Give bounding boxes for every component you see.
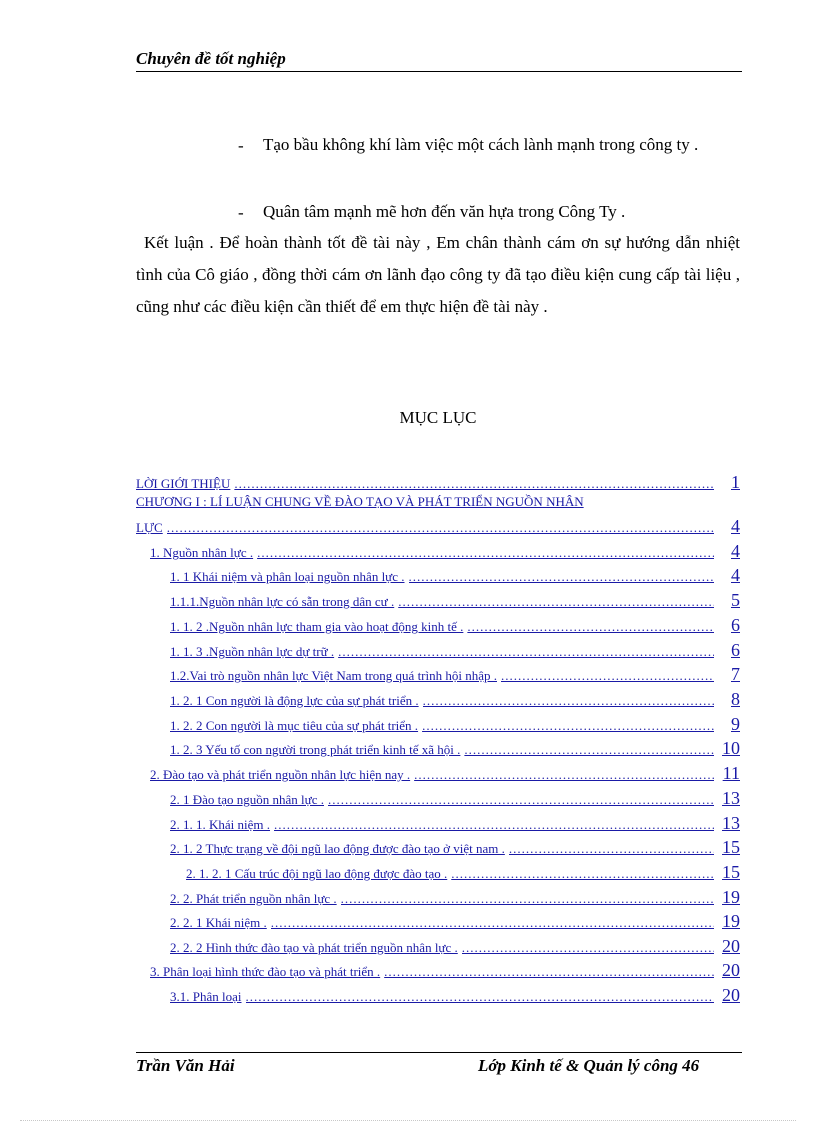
- toc-entry-label: 1. 2. 3 Yếu tố con người trong phát triển kinh tế xã hội .: [170, 742, 461, 757]
- toc-entry-page: 20: [722, 960, 740, 980]
- toc-entry-page: 1: [731, 472, 740, 492]
- toc-entry-label: 2. 1. 2. 1 Cấu trúc đội ngũ lao động được đào tạo .: [186, 866, 448, 881]
- toc-leader: [501, 668, 714, 684]
- toc-entry-label: 2. 2. Phát triển nguồn nhân lực .: [170, 891, 337, 906]
- toc-entry-label: 1. 2. 1 Con người là động lực của sự phát triển .: [170, 693, 419, 708]
- toc-entry-page: 20: [722, 985, 740, 1005]
- toc-entry-label: 2. Đào tạo và phát triển nguồn nhân lực hiện nay .: [150, 767, 411, 782]
- footer-author: Trần Văn Hải: [136, 1056, 235, 1075]
- toc-entry-page: 5: [731, 590, 740, 610]
- bullet-item: Quân tâm mạnh mẽ hơn đến văn hựa trong Công Ty .: [263, 202, 626, 221]
- toc-leader: [271, 915, 714, 931]
- toc-entry-page: 4: [731, 565, 740, 585]
- toc-leader: [274, 817, 714, 833]
- toc-entry[interactable]: [170, 934, 740, 956]
- toc-entry-page: 20: [722, 936, 740, 956]
- toc-leader: [451, 866, 714, 882]
- toc-entry-label: 1.2.Vai trò nguồn nhân lực Việt Nam trong quá trình hội nhập .: [170, 668, 497, 683]
- page-edge: [20, 1120, 796, 1121]
- toc-leader: [464, 742, 714, 758]
- toc-entry[interactable]: [186, 860, 740, 882]
- toc-leader: [422, 718, 714, 734]
- toc-entry[interactable]: [170, 909, 740, 931]
- conclusion-paragraph: Kết luận . Để hoàn thành tốt đề tài này , Em chân thành cám ơn sự hướng dẫn nhiệt tình của Cô giáo , đồng thời cám ơn lãnh đạo công ty đã tạo điều kiện cung cấp tài liệu , cũng như các điều kiện cần thiết để em thực hiện đề tài này .: [136, 233, 740, 316]
- toc-entry[interactable]: [136, 470, 740, 492]
- toc-leader: [257, 545, 714, 561]
- toc-entry-label: 1. 1 Khái niệm và phân loại nguồn nhân lực .: [170, 569, 405, 584]
- toc-entry-label: 2. 1. 2 Thực trạng về đội ngũ lao động được đào tạo ở việt nam .: [170, 841, 505, 856]
- toc-heading: MỤC LỤC: [399, 408, 477, 427]
- toc-entry-label: 2. 1 Đào tạo nguồn nhân lực .: [170, 792, 324, 807]
- toc-leader: [338, 644, 714, 660]
- toc-entry-page: 4: [731, 516, 740, 536]
- toc-entry-page: 13: [722, 813, 740, 833]
- toc-entry[interactable]: [170, 638, 740, 660]
- toc-entry[interactable]: [170, 687, 740, 709]
- toc-entry[interactable]: [170, 786, 740, 808]
- toc-entry-label: 1. 2. 2 Con người là mục tiêu của sự phát triển .: [170, 718, 419, 733]
- toc-entry-label: LỜI GIỚI THIỆU: [136, 476, 231, 491]
- toc-entry[interactable]: [136, 514, 740, 536]
- toc-entry-label: 3. Phân loại hình thức đào tạo và phát triển .: [150, 964, 381, 979]
- toc-entry-label: 1. 1. 3 .Nguồn nhân lực dự trữ .: [170, 644, 335, 659]
- toc-entry-label: LỰC: [136, 520, 163, 535]
- toc-entry-page: 8: [731, 689, 740, 709]
- toc-entry-page: 4: [731, 541, 740, 561]
- toc-leader: [167, 520, 714, 536]
- toc-leader: [246, 989, 715, 1005]
- toc-leader: [414, 767, 714, 783]
- toc-leader: [398, 594, 714, 610]
- toc-entry[interactable]: [170, 613, 740, 635]
- bullet-item: Tạo bầu không khí làm việc một cách lành mạnh trong công ty .: [263, 135, 699, 154]
- toc-entry-page: 19: [722, 911, 740, 931]
- toc-leader: [509, 841, 714, 857]
- toc-leader: [462, 940, 714, 956]
- toc-entry[interactable]: [170, 712, 740, 734]
- footer-class: Lớp Kinh tế & Quản lý công 46: [478, 1056, 700, 1075]
- toc-entry[interactable]: [150, 958, 740, 980]
- toc-entry-page: 15: [722, 837, 740, 857]
- toc-leader: [328, 792, 714, 808]
- toc-leader: [467, 619, 714, 635]
- toc-entry[interactable]: [170, 885, 740, 907]
- toc-entry-label: 1.1.1.Nguồn nhân lực có sẵn trong dân cư .: [170, 594, 395, 609]
- toc-entry-page: 19: [722, 887, 740, 907]
- toc-entry-label: 3.1. Phân loại: [170, 989, 242, 1004]
- toc-entry-label: 1. 1. 2 .Nguồn nhân lực tham gia vào hoạt động kinh tế .: [170, 619, 464, 634]
- toc-leader: [409, 569, 715, 585]
- toc-entry-page: 7: [731, 664, 740, 684]
- toc-entry-page: 11: [722, 763, 740, 783]
- toc-leader: [423, 693, 714, 709]
- toc-entry-page: 15: [722, 862, 740, 882]
- toc-entry[interactable]: [170, 811, 740, 833]
- bullet-marker: -: [238, 136, 244, 155]
- toc-entry-page: 13: [722, 788, 740, 808]
- toc-entry-label: 1. Nguồn nhân lực .: [150, 545, 254, 560]
- toc-entry-label: 2. 1. 1. Khái niệm .: [170, 817, 271, 832]
- header-title: Chuyên đề tốt nghiệp: [136, 49, 286, 68]
- toc-entry[interactable]: [170, 662, 740, 684]
- toc-entry-label[interactable]: CHƯƠNG I : LÍ LUẬN CHUNG VỀ ĐÀO TẠO VÀ PHÁT TRIỂN NGUỒN NHÂN: [136, 494, 584, 509]
- toc-entry-page: 10: [722, 738, 740, 758]
- toc-leader: [341, 891, 714, 907]
- toc-entry-page: 6: [731, 640, 740, 660]
- toc-entry-label: 2. 2. 1 Khái niệm .: [170, 915, 267, 930]
- toc-entry[interactable]: [170, 563, 740, 585]
- toc-leader: [384, 964, 714, 980]
- toc-entry[interactable]: [150, 539, 740, 561]
- toc-entry-label: 2. 2. 2 Hình thức đào tạo và phát triển nguồn nhân lực .: [170, 940, 458, 955]
- toc-entry-page: 9: [731, 714, 740, 734]
- toc-entry[interactable]: [170, 736, 740, 758]
- toc-entry[interactable]: [170, 588, 740, 610]
- footer-rule: [136, 1052, 742, 1053]
- toc-entry[interactable]: [150, 761, 740, 783]
- toc-entry[interactable]: [170, 983, 740, 1005]
- toc-entry[interactable]: [170, 835, 740, 857]
- toc-entry-page: 6: [731, 615, 740, 635]
- bullet-marker: -: [238, 203, 244, 222]
- toc-leader: [234, 476, 714, 492]
